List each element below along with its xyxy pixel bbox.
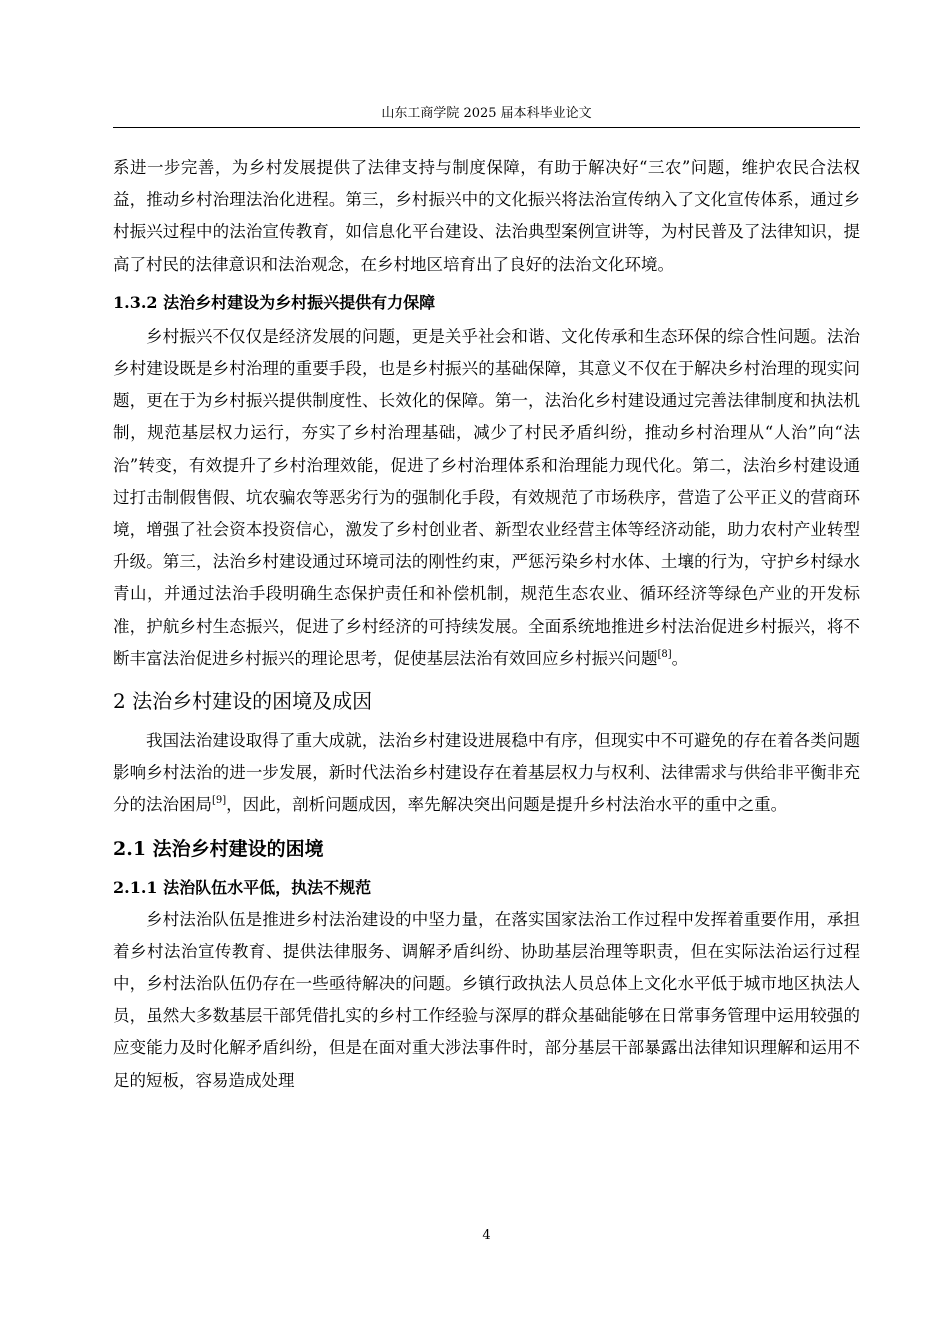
citation-9[interactable]: [9] [212, 795, 227, 807]
running-header: 山东工商学院 2025 届本科毕业论文 [113, 104, 860, 128]
paragraph-chapter-2-intro [113, 725, 860, 822]
page-body [113, 152, 860, 1097]
paragraph-continued: 系进一步完善，为乡村发展提供了法律支持与制度保障，有助于解决好“三农”问题，维护农民合法权益，推动乡村治理法治化进程。第三，乡村振兴中的文化振兴将法治宣传纳入了文化宣传体系，通过乡村振兴过程中的法治宣传教育，如信息化平台建设、法治典型案例宣讲等，为村民普及了法律知识，提高了村民的法律意识和法治观念，在乡村地区培育出了良好的法治文化环境。 [113, 158, 860, 274]
heading-1-3-2: 1.3.2 法治乡村建设为乡村振兴提供有力保障 [113, 292, 436, 312]
paragraph-1-3-2 [113, 321, 860, 675]
citation-8[interactable]: [8] [657, 648, 672, 660]
paragraph-text: 我国法治建设取得了重大成就，法治乡村建设进展稳中有序，但现实中不可避免的存在着各类问题影响乡村法治的进一步发展，新时代法治乡村建设存在着基层权力与权利、法律需求与供给非平衡非充分的法治困局 [113, 731, 860, 815]
paragraph-end: ，因此，剖析问题成因，率先解决突出问题是提升乡村法治水平的重中之重。 [226, 795, 788, 815]
paragraph-text: 乡村振兴不仅仅是经济发展的问题，更是关乎社会和谐、文化传承和生态环保的综合性问题。法治乡村建设既是乡村治理的重要手段，也是乡村振兴的基础保障，其意义不仅在于解决乡村治理的现实问题，更在于为乡村振兴提供制度性、长效化的保障。第一，法治化乡村建设通过完善法律制度和执法机制，规范基层权力运行，夯实了乡村治理基础，减少了村民矛盾纠纷，推动乡村治理从“人治”向“法治”转变，有效提升了乡村治理效能，促进了乡村治理体系和治理能力现代化。第二，法治乡村建设通过打击制假售假、坑农骗农等恶劣行为的强制化手段，有效规范了市场秩序，营造了公平正义的营商环境，增强了社会资本投资信心，激发了乡村创业者、新型农业经营主体等经济动能，助力农村产业转型升级。第三，法治乡村建设通过环境司法的刚性约束，严惩污染乡村水体、土壤的行为，守护乡村绿水青山，并通过法治手段明确生态保护责任和补偿机制，规范生态农业、循环经济等绿色产业的开发标准，护航乡村生态振兴，促进了乡村经济的可持续发展。全面系统地推进乡村法治促进乡村振兴，将不断丰富法治促进乡村振兴的理论思考，促使基层法治有效回应乡村振兴问题 [113, 326, 860, 668]
paragraph-end: 。 [671, 648, 689, 668]
heading-chapter-2: 2 法治乡村建设的困境及成因 [113, 689, 373, 714]
heading-2-1-1: 2.1.1 法治队伍水平低，执法不规范 [113, 877, 372, 897]
paragraph-2-1-1: 乡村法治队伍是推进乡村法治建设的中坚力量，在落实国家法治工作过程中发挥着重要作用，承担着乡村法治宣传教育、提供法律服务、调解矛盾纠纷、协助基层治理等职责，但在实际法治运行过程中，乡村法治队伍仍存在一些亟待解决的问题。乡镇行政执法人员总体上文化水平低于城市地区执法人员，虽然大多数基层干部凭借扎实的乡村工作经验与深厚的群众基础能够在日常事务管理中运用较强的应变能力及时化解矛盾纠纷，但是在面对重大涉法事件时，部分基层干部暴露出法律知识理解和运用不足的短板，容易造成处理 [113, 909, 860, 1090]
page-number: 4 [482, 1228, 491, 1243]
heading-2-1: 2.1 法治乡村建设的困境 [113, 837, 324, 860]
